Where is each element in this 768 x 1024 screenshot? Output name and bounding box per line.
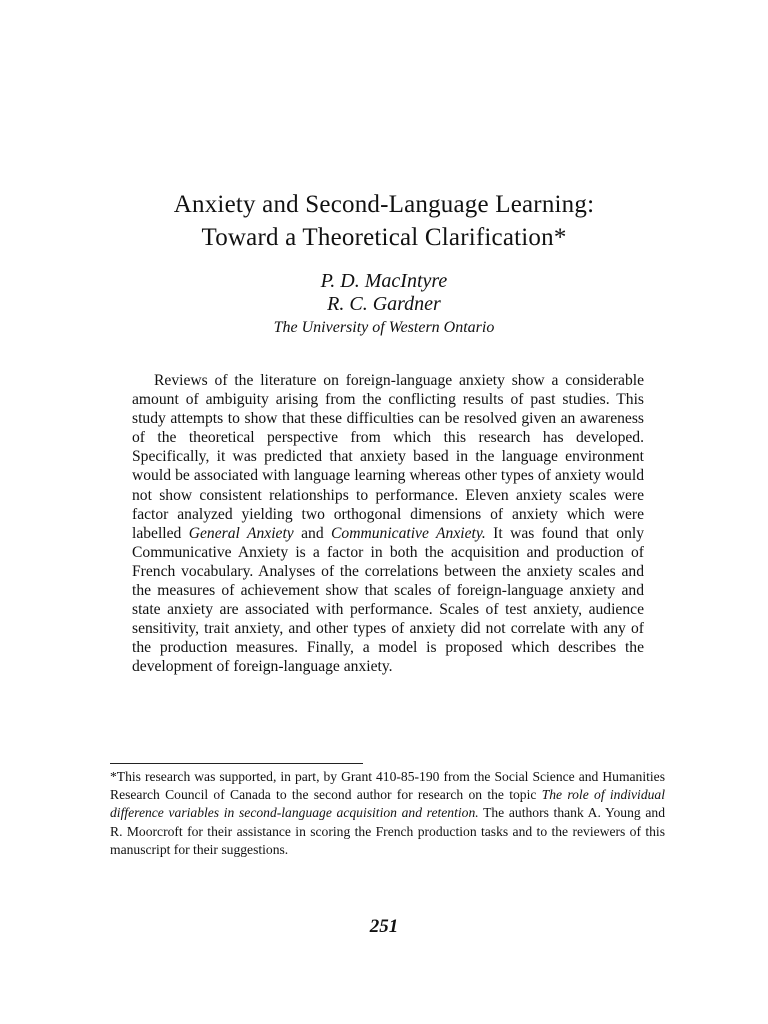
- footnote-topic: The role of individual difference variables in second-language acquisition and retention.: [110, 787, 665, 821]
- abstract-text-2: It was found that only Communicative Anxiety is a factor in both the acquisition and production of French vocabulary. Analyses of the correlations between the anxiety scales and the measures of achievement show that scales of foreign-language anxiety and state anxiety are associated with performance. Scales of test anxiety, audience sensitivity, trait anxiety, and other types of anxiety did not correlate with any of the production measures. Finally, a model is proposed which describes the development of foreign-language anxiety.: [132, 524, 645, 676]
- abstract-term-general-anxiety: General Anxiety: [188, 524, 294, 542]
- abstract-term-communicative-anxiety: Communicative Anxiety.: [331, 524, 486, 542]
- affiliation: The University of Western Ontario: [273, 319, 495, 336]
- abstract-text-1: Reviews of the literature on foreign-language anxiety show a considerable amount of ambiguity arising from the conflicting results of past studies. This study attempts to show that these difficulties can be resolved given an awareness of the theoretical perspective from which this research has developed. Specifically, it was predicted that anxiety based in the language environment would be associated with language learning whereas other types of anxiety would not show consistent relationships to performance. Eleven anxiety scales were factor analyzed yielding two orthogonal dimensions of anxiety which were labelled: [132, 372, 644, 542]
- footnote-divider: [110, 763, 363, 764]
- footnote-text-2: The authors thank A. Young and R. Moorcroft for their assistance in scoring the French production tasks and to the reviewers of this manuscript for their suggestions.: [110, 805, 665, 857]
- footnote-text-1: *This research was supported, in part, by Grant 410-85-190 from the Social Science and Humanities Research Council of Canada to the second author for research on the topic: [110, 769, 665, 803]
- author-1: P. D. MacIntyre: [320, 270, 448, 292]
- title-line-1: Anxiety and Second-Language Learning:: [173, 191, 595, 218]
- page-number: 251: [369, 916, 399, 937]
- abstract: [132, 371, 644, 677]
- abstract-conjunction: and: [293, 524, 332, 542]
- article-title: [60, 188, 708, 254]
- author-2: R. C. Gardner: [327, 293, 441, 315]
- footnote: [110, 768, 665, 859]
- author-block: [60, 270, 708, 339]
- title-line-2: Toward a Theoretical Clarification*: [201, 224, 567, 251]
